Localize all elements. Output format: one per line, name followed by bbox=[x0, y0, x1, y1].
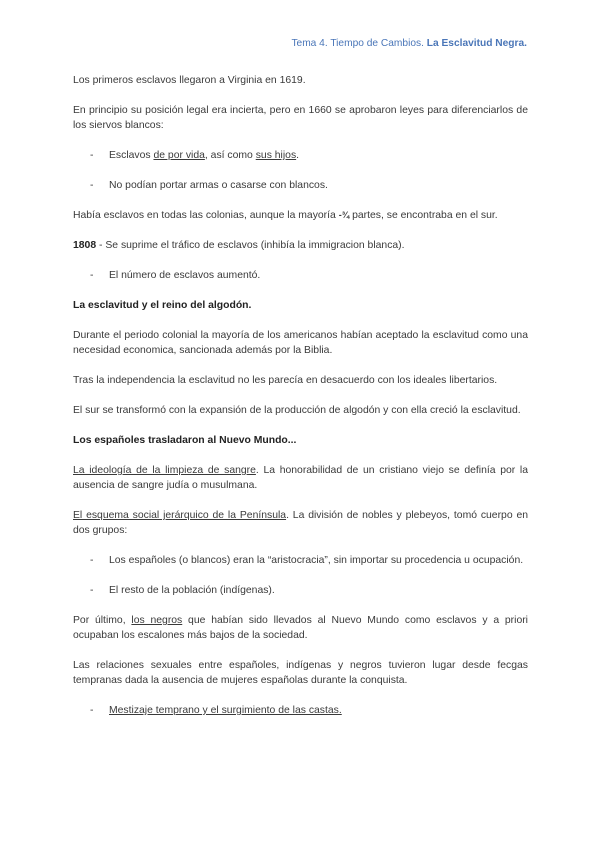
header-subtitle: La Esclavitud Negra. bbox=[426, 38, 527, 49]
paragraph-text: . La honorabilidad de un cristiano viejo se definía por la ausencia de sangre judía o musulmana. bbox=[73, 465, 528, 491]
list-item-spaniards-aristocracy bbox=[73, 553, 528, 568]
list-dash: - bbox=[90, 270, 94, 281]
paragraph-independence: Tras la independencia la esclavitud no les parecía en desacuerdo con los ideales libertarios. bbox=[73, 375, 498, 386]
list-dash: - bbox=[90, 555, 94, 566]
section-heading-spaniards: Los españoles trasladaron al Nuevo Mundo... bbox=[73, 435, 297, 446]
document-body bbox=[73, 73, 528, 718]
underlined-text: de por vida bbox=[153, 150, 205, 161]
paragraph-text: partes, se encontraba en el sur. bbox=[349, 210, 498, 221]
paragraph-legal-position: En principio su posición legal era incierta, pero en 1660 se aprobaron leyes para diferenciarlos de los siervos blancos: bbox=[73, 105, 528, 131]
item-text: Los españoles (o blancos) eran la “aristocracia”, sin importar su procedencia u ocupación. bbox=[109, 555, 524, 566]
header-topic: Tema 4. Tiempo de Cambios. bbox=[291, 38, 424, 49]
page-header bbox=[291, 36, 527, 51]
underlined-text: los negros bbox=[131, 615, 183, 626]
paragraph-text: Por último, bbox=[73, 615, 132, 626]
paragraph-blood-purity bbox=[73, 463, 528, 493]
item-text: , así como bbox=[204, 150, 256, 161]
list-item-no-weapons bbox=[73, 178, 528, 193]
list-dash: - bbox=[90, 180, 94, 191]
paragraph-text: - Se suprime el tráfico de esclavos (inhibía la immigracion blanca). bbox=[96, 240, 405, 251]
paragraph-colonies bbox=[73, 208, 528, 223]
paragraph-text: que habían sido llevados al Nuevo Mundo como esclavos y a priori ocupaban los escalones más bajos de la sociedad. bbox=[73, 615, 528, 641]
paragraph-blacks bbox=[73, 613, 528, 643]
item-text: El resto de la población (indígenas). bbox=[109, 585, 275, 596]
paragraph-south-cotton: El sur se transformó con la expansión de la producción de algodón y con ella creció la esclavitud. bbox=[73, 405, 521, 416]
list-item-lifelong-slaves bbox=[73, 148, 528, 163]
item-text: . bbox=[296, 150, 300, 161]
paragraph-social-scheme bbox=[73, 508, 528, 538]
paragraph-colonial-period: Durante el periodo colonial la mayoría de los americanos habían aceptado la esclavitud como una necesidad economica, sancionada además por la Biblia. bbox=[73, 330, 528, 356]
list-dash: - bbox=[90, 585, 94, 596]
underlined-text: sus hijos bbox=[255, 150, 297, 161]
paragraph-first-slaves: Los primeros esclavos llegaron a Virginia en 1619. bbox=[73, 75, 306, 86]
list-item-rest-population bbox=[73, 583, 528, 598]
year-label: 1808 bbox=[73, 240, 97, 251]
section-heading-cotton: La esclavitud y el reino del algodón. bbox=[73, 300, 252, 311]
list-item-mestizaje bbox=[73, 703, 528, 718]
list-dash: - bbox=[90, 150, 94, 161]
list-item-slaves-increased bbox=[73, 268, 528, 283]
paragraph-relations: Las relaciones sexuales entre españoles, indígenas y negros tuvieron lugar desde fecgas tempranas dada la ausencia de mujeres españolas durante la conquista. bbox=[73, 660, 528, 686]
paragraph-text: Había esclavos en todas las colonias, aunque la mayoría bbox=[73, 210, 339, 221]
list-dash: - bbox=[90, 705, 94, 716]
fraction-text: -¾ bbox=[338, 210, 350, 220]
item-text: Esclavos bbox=[109, 150, 154, 161]
paragraph-1808 bbox=[73, 238, 528, 253]
underlined-text: La ideología de la limpieza de sangre bbox=[73, 465, 256, 476]
item-text: El número de esclavos aumentó. bbox=[109, 270, 261, 281]
item-text: No podían portar armas o casarse con blancos. bbox=[109, 180, 328, 191]
paragraph-text: . La división de nobles y plebeyos, tomó cuerpo en dos grupos: bbox=[73, 510, 529, 536]
underlined-text: Mestizaje temprano y el surgimiento de las castas. bbox=[109, 705, 342, 716]
underlined-text: El esquema social jerárquico de la Península bbox=[73, 510, 287, 521]
